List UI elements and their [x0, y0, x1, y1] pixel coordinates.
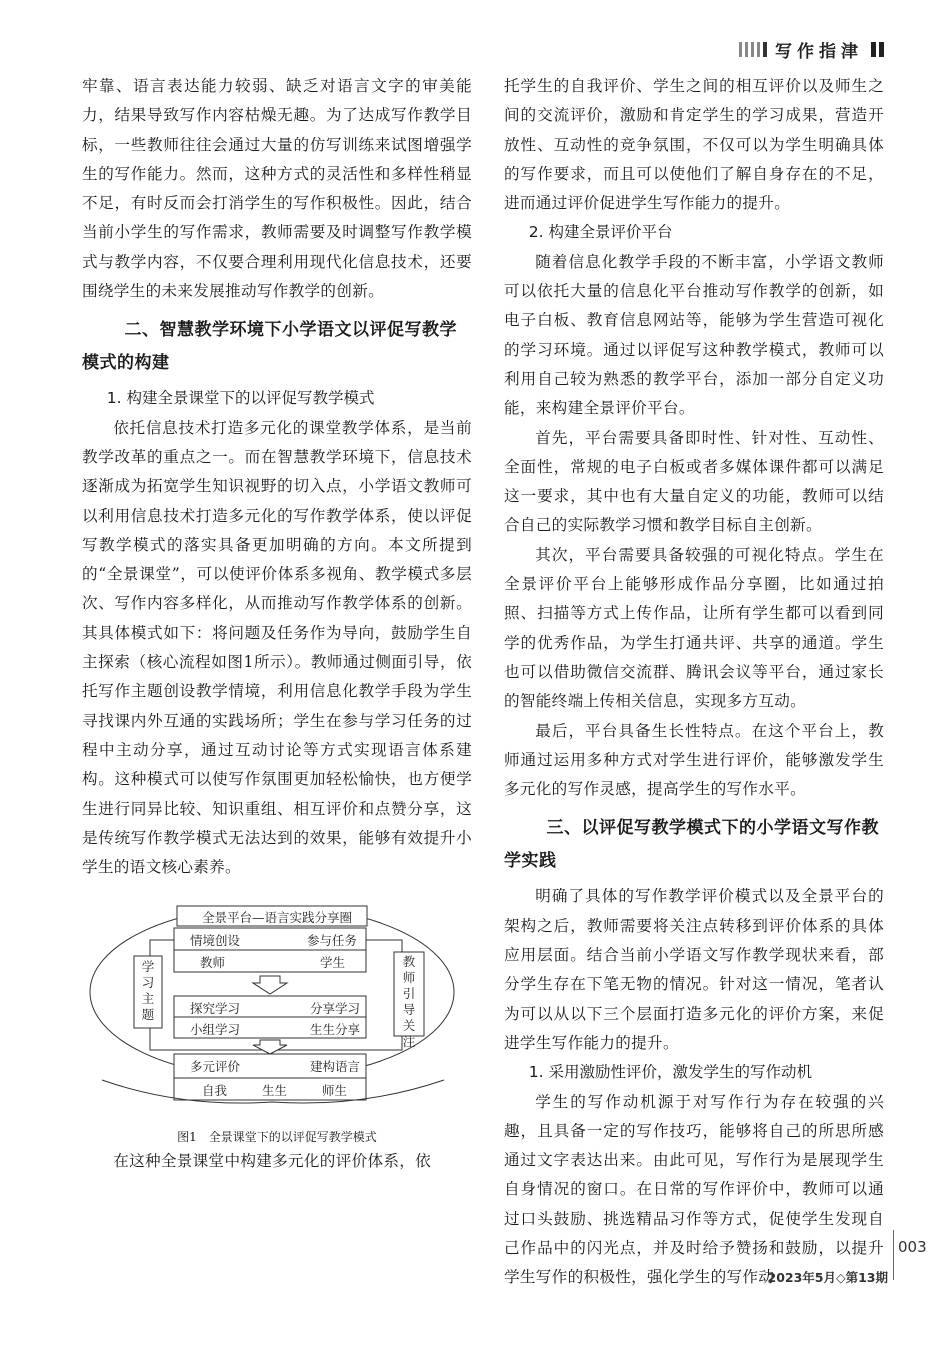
fig-left-label: 学习主题 [141, 959, 155, 1023]
header-bars-left [739, 42, 767, 57]
page-number-divider [893, 1230, 894, 1280]
fig-top-title: 全景平台—语言实践分享圈 [202, 910, 353, 926]
fig-row3-b: 分享学习 [310, 1001, 361, 1017]
fig-row3-a: 探究学习 [190, 1001, 241, 1017]
section-heading-3: 三、以评促写教学模式下的小学语文写作教学实践 [504, 818, 879, 872]
fig-right-label: 教师引导关注 [402, 954, 416, 1050]
fig-row4-b: 生生分享 [310, 1022, 361, 1038]
fig-row6-b: 生生 [262, 1083, 288, 1099]
fig-row1-a: 情境创设 [190, 933, 241, 949]
left-column [82, 72, 472, 1177]
right-paragraph-7: 学生的写作动机源于对写作行为存在较强的兴趣，且具备一定的写作技巧，能够将自己的所思所感通过文字表达出来。由此可见，写作行为是展现学生自身情况的窗口。在日常的写作评价中，教师可以通过口头鼓励、挑选精品习作等方式，促使学生发现自己作品中的闪光点，并及时给予赞扬和鼓励，以提升学生写作的积极性，强化学生的写作动 [504, 1092, 884, 1287]
fig-row6-c: 师生 [322, 1083, 348, 1099]
issue-info: 2023年5月◇第13期 [767, 1270, 888, 1285]
fig-row4-a: 小组学习 [190, 1022, 241, 1038]
right-paragraph-1: 托学生的自我评价、学生之间的相互评价以及师生之间的交流评价，激励和肯定学生的学习成果，营造开放性、互动性的竞争氛围，不仅可以为学生明确具体的写作要求，而且可以使他们了解自身存在的不足，进而通过评价促进学生写作能力的提升。 [504, 77, 884, 213]
right-paragraph-6: 明确了具体的写作教学评价模式以及全景平台的架构之后，教师需要将关注点转移到评价体系的具体应用层面。结合当前小学语文写作教学现状来看，部分学生存在下笔无物的情况。针对这一情况，笔者认为可以从以下三个层面打造多元化的评价方案，来促进学生写作能力的提升。 [504, 887, 884, 1052]
header-bars-right [871, 42, 884, 57]
right-paragraph-4: 其次，平台需要具备较强的可视化特点。学生在全景评价平台上能够形成作品分享圈，比如通过拍照、扫描等方式上传作品，让所有学生都可以看到同学的优秀作品，为学生打通共评、共享的通道。学生也可以借助微信交流群、腾讯会议等平台，通过家长的智能终端上传相关信息，实现多方互动。 [504, 545, 884, 711]
subheading-3-1: 1. 采用激励性评价，激发学生的写作动机 [528, 1063, 813, 1082]
right-column [504, 72, 884, 1293]
right-paragraph-5: 最后，平台具备生长性特点。在这个平台上，教师通过运用多种方式对学生进行评价，能够激发学生多元化的写作灵感，提高学生的写作水平。 [504, 721, 884, 799]
left-paragraph-2: 依托信息技术打造多元化的课堂教学体系，是当前教学改革的重点之一。而在智慧教学环境下，信息技术逐渐成为拓宽学生知识视野的切入点，小学语文教师可以利用信息技术打造多元化的写作教学体系，使以评促写教学模式的落实具备更加明确的方向。本文所提到的“全景课堂”，可以使评价体系多视角、教学模式多层次、写作内容多样化，从而推动写作教学体系的创新。其具体模式如下：将问题及任务作为导向，鼓励学生自主探索（核心流程如图1所示）。教师通过侧面引导，依托写作主题创设教学情境，利用信息化教学手段为学生寻找课内外互通的实践场所；学生在参与学习任务的过程中主动分享，通过互动讨论等方式实现语言体系建构。这种模式可以使写作氛围更加轻松愉快，也方便学生进行同异比较、知识重组、相互评价和点赞分享，这是传统写作教学模式无法达到的效果，能够有效提升小学生的语文核心素养。 [82, 418, 472, 877]
subheading-2-1: 1. 构建全景课堂下的以评促写教学模式 [106, 389, 375, 408]
right-paragraph-3: 首先，平台需要具备即时性、针对性、互动性、全面性，常规的电子白板或者多媒体课件都可以满足这一要求，其中也有大量自定义的功能，教师可以结合自己的实际教学习惯和教学目标自主创新。 [504, 428, 884, 535]
left-paragraph-1: 牢靠、语言表达能力较弱、缺乏对语言文字的审美能力，结果导致写作内容枯燥无趣。为了达成写作教学目标，一些教师往往会通过大量的仿写训练来试图增强学生的写作能力。然而，这种方式的灵活性和多样性稍显不足，有时反而会打消学生的写作积极性。因此，结合当前小学生的写作需求，教师需要及时调整写作教学模式与教学内容，不仅要合理利用现代化信息技术，还要围绕学生的未来发展推动写作教学的创新。 [82, 77, 472, 301]
fig-row5-a: 多元评价 [190, 1059, 241, 1075]
fig-row2-a: 教师 [200, 955, 226, 971]
fig-row2-b: 学生 [320, 955, 346, 971]
figure-bottom-row [82, 1079, 472, 1105]
running-header [739, 38, 884, 60]
right-paragraph-2: 随着信息化教学手段的不断丰富，小学语文教师可以依托大量的信息化平台推动写作教学的创新，如电子白板、教育信息网站等，能够为学生营造可视化的学习环境。通过以评促写这种教学模式，教师可以利用自己较为熟悉的教学平台，添加一部分自定义功能，来构建全景评价平台。 [504, 252, 884, 418]
figure-1-diagram [82, 904, 472, 1079]
section-heading-2: 二、智慧教学环境下小学语文以评促写教学模式的构建 [82, 320, 457, 374]
subheading-2-2: 2. 构建全景评价平台 [528, 223, 673, 242]
page-number: 003 [898, 1238, 927, 1256]
left-paragraph-3: 在这种全景课堂中构建多元化的评价体系，依 [113, 1152, 432, 1171]
fig-row6-a: 自我 [202, 1083, 228, 1099]
down-arrow-1 [253, 976, 287, 994]
fig-row5-b: 建构语言 [310, 1059, 361, 1075]
down-arrow-2 [253, 1040, 287, 1054]
figure-caption: 图1 全景课堂下的以评促写教学模式 [177, 1130, 377, 1145]
fig-row1-b: 参与任务 [307, 933, 358, 949]
header-title: 写作指津 [775, 41, 863, 62]
